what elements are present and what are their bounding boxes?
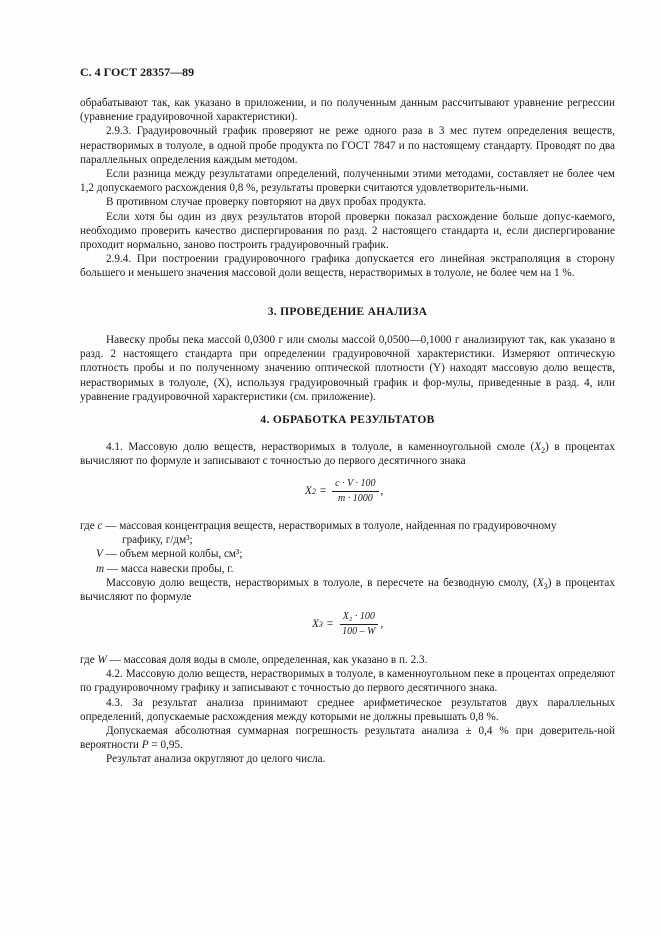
paragraph: В противном случае проверку повторяют на двух пробах продукта.: [106, 196, 427, 209]
paragraph-4-3: 4.3. За результат анализа принимают среднее арифметическое результатов двух параллельных определений, допускаемые расхождения между которыми не должны превышать 0,8 %.: [80, 696, 615, 723]
paragraph-4-1: 4.1. Массовую долю веществ, нерастворимых в толуоле, в каменноугольной смоле $(X_2)$ в процентах вычисляют по формуле и записывают с точностью до первого десятичного знака: [80, 441, 615, 468]
paragraph: Навеску пробы пека массой 0,0300 г или смолы массой 0,0500—0,1000 г анализируют так, как указано в разд. 2 настоящего стандарта при определении градуировочной характеристики. Измеряют оптическую плотность пробы и по полученному значению оптической плотности (Y) находят массовую долю веществ, нерастворимых в толуоле, (X), используя градуировочный график и фор-мулы, приведенные в разд. 4, или уравнение градуировочной характеристики (см. приложение).: [80, 334, 615, 403]
formula-x3: X 3 = $\frac{\text{X₂ · 100}}{100 - W}$ ,: [312, 611, 384, 637]
paragraph: Если хотя бы один из двух результатов второй проверки показал расхождение больше допус-каемого, необходимо проверить качество диспергирования по разд. 2 настоящего стандарта и, если диспергирование проходит нормально, заново построить градуировочный график.: [80, 210, 615, 252]
paragraph-error: Допускаемая абсолютная суммарная погрешность результата анализа ± 0,4 % при доверитель-ной вероятности P = 0,95.: [80, 725, 615, 752]
paragraph-4-2: 4.2. Массовую долю веществ, нерастворимых в толуоле, в каменноугольном пеке в процентах определяют по градуировочному графику и записывают с точностью до первого десятичного знака.: [80, 668, 615, 695]
formula-x2: X 2 = $\frac{c \cdot V \cdot 100}{m \cdot 1000}$ ,: [305, 478, 384, 504]
fraction: $\frac{\text{X₂ · 100}}{100 - W}$: [339, 611, 378, 638]
paragraph-rounding: Результат анализа округляют до целого числа.: [106, 753, 326, 766]
paragraph: Если разница между результатами определений, полученными этими методами, составляет не более чем 1,2 допускаемого расхождения 0,8 %, результаты проверки считаются удовлетворитель-ными.: [80, 168, 615, 195]
intro-block: [80, 96, 615, 281]
page-header: С. 4 ГОСТ 28357—89: [80, 65, 195, 79]
section-3-body: [80, 333, 615, 404]
paragraph-2-9-4: 2.9.4. При построении градуировочного графика допускается его линейная экстраполяция в сторону большего и меньшего значения массовой доли веществ, нерастворимых в толуоле, не более чем на 1 %.: [80, 253, 615, 280]
paragraph: обрабатывают так, как указано в приложении, и по полученным данным рассчитывают уравнение регрессии (уравнение градуировочной характеристики).: [80, 97, 615, 124]
where-list-1: где c — массовая концентрация веществ, нерастворимых в толуоле, найденная по градуировочному графику, г/дм³; V — объем мерной колбы, см³; m — масса навески пробы, г. Массовую долю веществ, нерастворимых в толуоле, в пересчете на безводную смолу, $(X_3)$ в процентах вычисляют по формуле: [80, 520, 615, 604]
paragraph-2-9-3: 2.9.3. Градуировочный график проверяют не реже одного раза в 3 мес путем определения веществ, нерастворимых в толуоле, в одной пробе продукта по ГОСТ 7847 и по настоящему стандарту. Проводят по два параллельных определения каждым методом.: [80, 125, 615, 166]
section-4-tail: где W — массовая доля воды в смоле, определенная, как указано в п. 2.3. 4.2. Массовую долю веществ, нерастворимых в толуоле, в каменноугольном пеке в процентах определяют по градуировочному графику и записывают с точностью до первого десятичного знака. 4.3. За результат анализа принимают среднее арифметическое результатов двух параллельных определений, допускаемые расхождения между которыми не должны превышать 0,8 %. Допускаемая абсолютная суммарная погрешность результата анализа ± 0,4 % при доверитель-ной вероятности P = 0,95. Результат анализа округляют до целого числа.: [80, 654, 615, 766]
section-3-title: 3. ПРОВЕДЕНИЕ АНАЛИЗА: [267, 306, 428, 318]
fraction: $\frac{c \cdot V \cdot 100}{m \cdot 1000}$: [332, 478, 378, 505]
section-4-title: 4. ОБРАБОТКА РЕЗУЛЬТАТОВ: [260, 414, 435, 426]
